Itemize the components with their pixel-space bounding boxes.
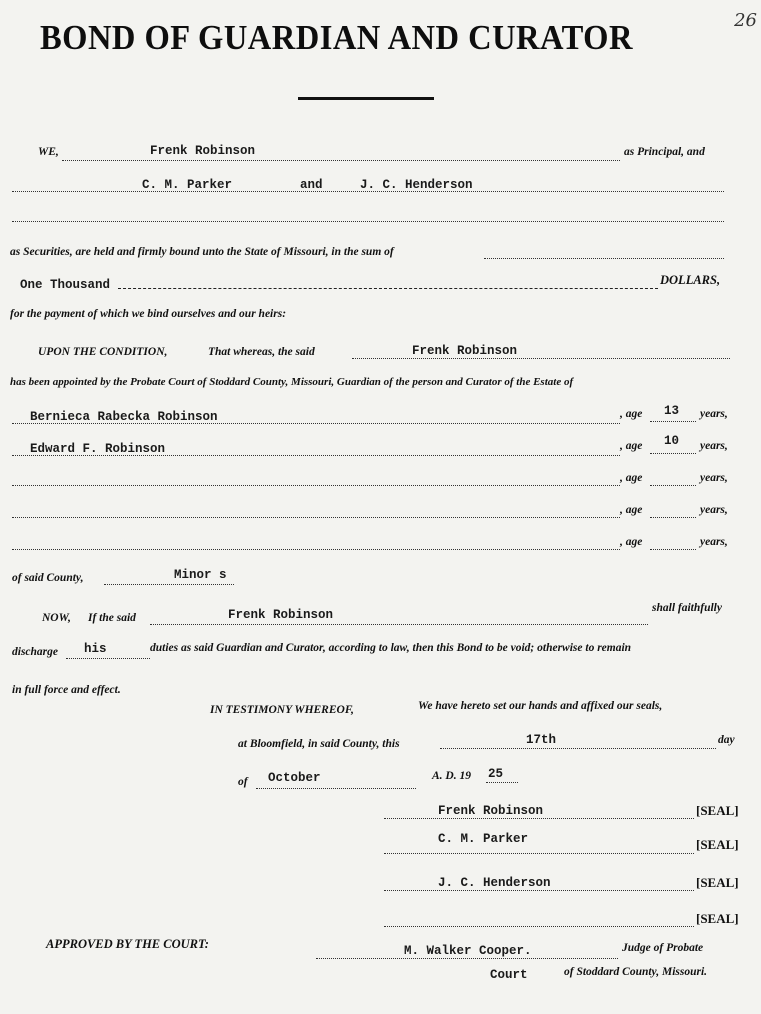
signature-name: Frenk Robinson xyxy=(438,804,544,818)
testimony-lead: IN TESTIMONY WHEREOF, xyxy=(210,704,354,716)
pronoun-line xyxy=(66,658,150,659)
document-title: BOND OF GUARDIAN AND CURATOR xyxy=(40,18,633,57)
ad-label: A. D. 19 xyxy=(432,770,471,782)
condition-lead: UPON THE CONDITION, xyxy=(38,346,168,358)
now-name-line xyxy=(150,624,648,625)
title-underline xyxy=(298,97,434,100)
judge-line xyxy=(316,958,618,959)
age-label: , age xyxy=(620,440,643,452)
place-text: at Bloomfield, in said County, this xyxy=(238,738,400,750)
seal-label: [SEAL] xyxy=(696,803,739,818)
day-line xyxy=(440,748,716,749)
surety-name-1: C. M. Parker xyxy=(142,178,233,192)
of-label: of xyxy=(238,776,248,788)
we-label: WE, xyxy=(38,146,59,158)
page-mark: 26 xyxy=(734,10,757,31)
minor-line xyxy=(12,517,620,518)
age-label: , age xyxy=(620,472,643,484)
minor-name: Bernieca Rabecka Robinson xyxy=(30,410,218,424)
years-label: years, xyxy=(700,440,728,452)
age-line xyxy=(650,517,696,518)
now-name: Frenk Robinson xyxy=(228,608,334,622)
minor-name: Edward F. Robinson xyxy=(30,442,166,456)
now-text: If the said xyxy=(88,612,136,624)
years-label: years, xyxy=(700,472,728,484)
signature-line xyxy=(384,926,694,927)
month-line xyxy=(256,788,416,789)
securities-text: as Securities, are held and firmly bound unto the State of Missouri, in the sum of xyxy=(10,246,394,258)
years-label: years, xyxy=(700,408,728,420)
surety-name-2: J. C. Henderson xyxy=(360,178,473,192)
testimony-text: We have hereto set our hands and affixed our seals, xyxy=(418,700,663,712)
guardian-name: Frenk Robinson xyxy=(412,344,518,358)
judge-name: M. Walker Cooper. xyxy=(404,944,532,958)
day-value: 17th xyxy=(526,733,557,747)
discharge-label: discharge xyxy=(12,646,58,658)
guardian-line xyxy=(352,358,730,359)
principal-name: Frenk Robinson xyxy=(150,144,256,158)
age-label: , age xyxy=(620,536,643,548)
month-value: October xyxy=(268,771,321,785)
duties-text: duties as said Guardian and Curator, according to law, then this Bond to be void; otherwise to remain xyxy=(150,642,632,654)
sum-dash-line xyxy=(118,288,658,289)
years-label: years, xyxy=(700,504,728,516)
day-label: day xyxy=(718,734,735,746)
court-county: of Stoddard County, Missouri. xyxy=(564,966,708,978)
full-force-text: in full force and effect. xyxy=(12,684,121,696)
judge-title: Judge of Probate xyxy=(622,942,704,954)
appointed-text: has been appointed by the Probate Court of Stoddard County, Missouri, Guardian of the person and Curator of the Estate of xyxy=(10,376,574,388)
years-label: years, xyxy=(700,536,728,548)
minor-age: 10 xyxy=(664,434,680,448)
signature-line xyxy=(384,890,694,891)
age-label: , age xyxy=(620,408,643,420)
dollars-label: DOLLARS, xyxy=(660,273,721,287)
year-line xyxy=(486,782,518,783)
signature-line xyxy=(384,853,694,854)
approved-label: APPROVED BY THE COURT: xyxy=(46,937,209,951)
faithfully-label: shall faithfully xyxy=(652,602,722,614)
age-line xyxy=(650,453,696,454)
court-word: Court xyxy=(490,968,528,982)
signature-line xyxy=(384,818,694,819)
pronoun: his xyxy=(84,642,107,656)
age-label: , age xyxy=(620,504,643,516)
age-line xyxy=(650,421,696,422)
county-value: Minor s xyxy=(174,568,227,582)
condition-text: That whereas, the said xyxy=(208,346,315,358)
blank-line xyxy=(12,221,724,222)
seal-label: [SEAL] xyxy=(696,837,739,852)
signature-name: C. M. Parker xyxy=(438,832,529,846)
minor-line xyxy=(12,549,620,550)
sum-line xyxy=(484,258,724,259)
county-line xyxy=(104,584,234,585)
county-label: of said County, xyxy=(12,572,84,584)
sum-in-words: One Thousand xyxy=(20,278,111,292)
seal-label: [SEAL] xyxy=(696,911,739,926)
minor-age: 13 xyxy=(664,404,680,418)
age-line xyxy=(650,485,696,486)
age-line xyxy=(650,549,696,550)
payment-text: for the payment of which we bind ourselves and our heirs: xyxy=(10,308,287,320)
seal-label: [SEAL] xyxy=(696,875,739,890)
as-principal-label: as Principal, and xyxy=(624,146,705,158)
signature-name: J. C. Henderson xyxy=(438,876,551,890)
year-value: 25 xyxy=(488,767,504,781)
and-word: and xyxy=(300,178,323,192)
minor-line xyxy=(12,485,620,486)
now-lead: NOW, xyxy=(42,612,71,624)
principal-line xyxy=(62,160,620,161)
